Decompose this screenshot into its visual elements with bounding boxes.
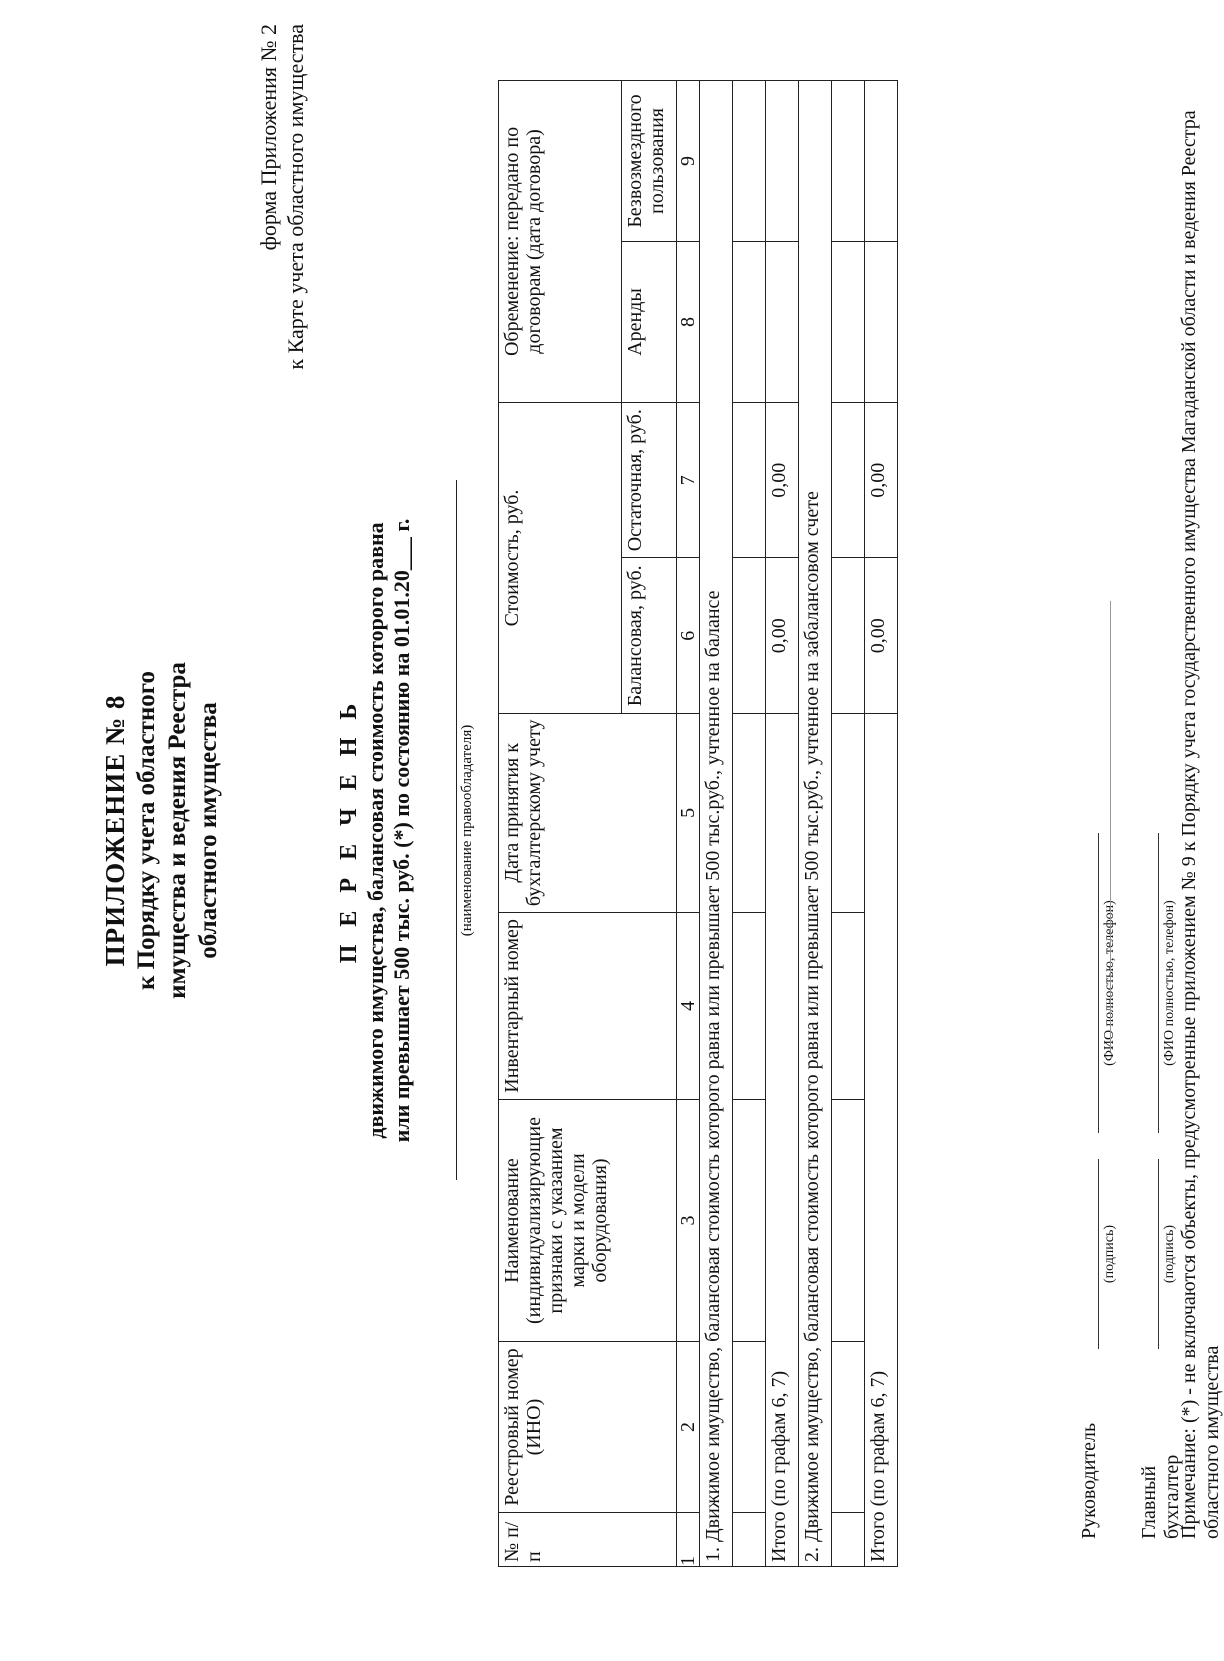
col-number: 6	[677, 558, 700, 714]
total-1-label: Итого (по графам 6, 7)	[766, 714, 799, 1567]
col-number: 4	[677, 912, 700, 1100]
annex-line-2: к Порядку учета областного	[133, 671, 160, 990]
accountant-name-line	[1158, 833, 1159, 1133]
header-col-1: № п/п	[499, 1513, 677, 1567]
head-sign-caption: (подпись)	[1102, 1224, 1117, 1284]
empty-row	[832, 81, 865, 1567]
accountant-sign-line	[1158, 1159, 1159, 1349]
accountant-name-caption: (ФИО полностью, телефон)	[1162, 900, 1177, 1066]
footnote: Примечание: (*) - не включаются объекты, предусмотренные приложением № 9 к Порядку учета государственного имущества Магаданской области и ведения Реестра областного имущества	[1178, 110, 1223, 1539]
header-col-5: Дата принятия к бухгалтерскому учету	[499, 714, 677, 912]
column-number-row	[677, 81, 700, 1567]
annex-line-3: имущества и ведения Реестра	[164, 662, 191, 999]
section-1-row	[700, 81, 733, 1567]
header-col-8: Аренды	[622, 242, 677, 403]
col-number: 2	[677, 1341, 700, 1513]
rightholder-caption: (наименование правообладателя)	[459, 724, 475, 937]
header-row-1	[499, 81, 622, 1567]
header-cost-group: Стоимость, руб.	[499, 402, 622, 713]
head-name-caption: (ФИО полностью, телефон)	[1102, 900, 1117, 1066]
footnote-rule	[1110, 601, 1111, 1051]
section-2-title: 2. Движимое имущество, балансовая стоимость которого равна или превышает 500 тыс.руб., учтенное на забалансовом счете	[799, 81, 832, 1567]
head-name-line	[1098, 833, 1099, 1133]
col-number: 9	[677, 81, 700, 242]
total-2-residual: 0,00	[865, 402, 898, 558]
total-2-label: Итого (по графам 6, 7)	[865, 714, 898, 1567]
accountant-sign-caption: (подпись)	[1162, 1224, 1177, 1284]
head-sign-line	[1098, 1159, 1099, 1349]
empty-row	[733, 81, 766, 1567]
document-subtitle-1: движимого имущества, балансовая стоимость которого равна	[363, 522, 388, 1139]
total-1-residual: 0,00	[766, 402, 799, 558]
accountant-label: Главный бухгалтер	[1138, 1454, 1183, 1539]
form-note-line-2: к Карте учета областного имущества	[283, 24, 308, 370]
document-subtitle-2: или превышает 500 тыс. руб. (*) по состоянию на 01.01.20___ г.	[389, 518, 414, 1143]
section-1-title: 1. Движимое имущество, балансовая стоимость которого равна или превышает 500 тыс.руб., учтенное на балансе	[700, 81, 733, 1567]
col-number: 3	[677, 1100, 700, 1341]
section-2-row	[799, 81, 832, 1567]
head-label: Руководитель	[1078, 1422, 1100, 1539]
annex-header	[100, 0, 224, 1661]
property-table	[498, 80, 898, 1567]
total-1-row	[766, 81, 799, 1567]
annex-number: ПРИЛОЖЕНИЕ № 8	[100, 694, 130, 967]
rightholder-field	[456, 0, 476, 1661]
total-2-balance: 0,00	[865, 558, 898, 714]
header-col-3: Наименование (индивидуализирующие признаки с указанием марки и модели оборудования)	[499, 1100, 677, 1341]
form-note	[255, 24, 309, 370]
rightholder-line	[456, 481, 457, 1181]
header-col-9: Безвозмездного пользования	[622, 81, 677, 242]
header-col-7: Остаточная, руб.	[622, 402, 677, 558]
form-note-line-1: форма Приложения № 2	[256, 24, 281, 251]
header-col-2: Реестровый номер (ИНО)	[499, 1341, 677, 1513]
document-heading	[336, 0, 415, 1661]
header-col-4: Инвентарный номер	[499, 912, 677, 1100]
col-number: 1	[677, 1513, 700, 1567]
total-2-row	[865, 81, 898, 1567]
col-number: 5	[677, 714, 700, 912]
col-number: 7	[677, 402, 700, 558]
total-1-balance: 0,00	[766, 558, 799, 714]
header-encumbrance-group: Обременение: передано по договорам (дата договора)	[499, 81, 622, 403]
annex-line-4: областного имущества	[195, 702, 222, 959]
col-number: 8	[677, 242, 700, 403]
header-col-6: Балансовая, руб.	[622, 558, 677, 714]
document-title: П Е Р Е Ч Е Н Ь	[336, 697, 362, 964]
